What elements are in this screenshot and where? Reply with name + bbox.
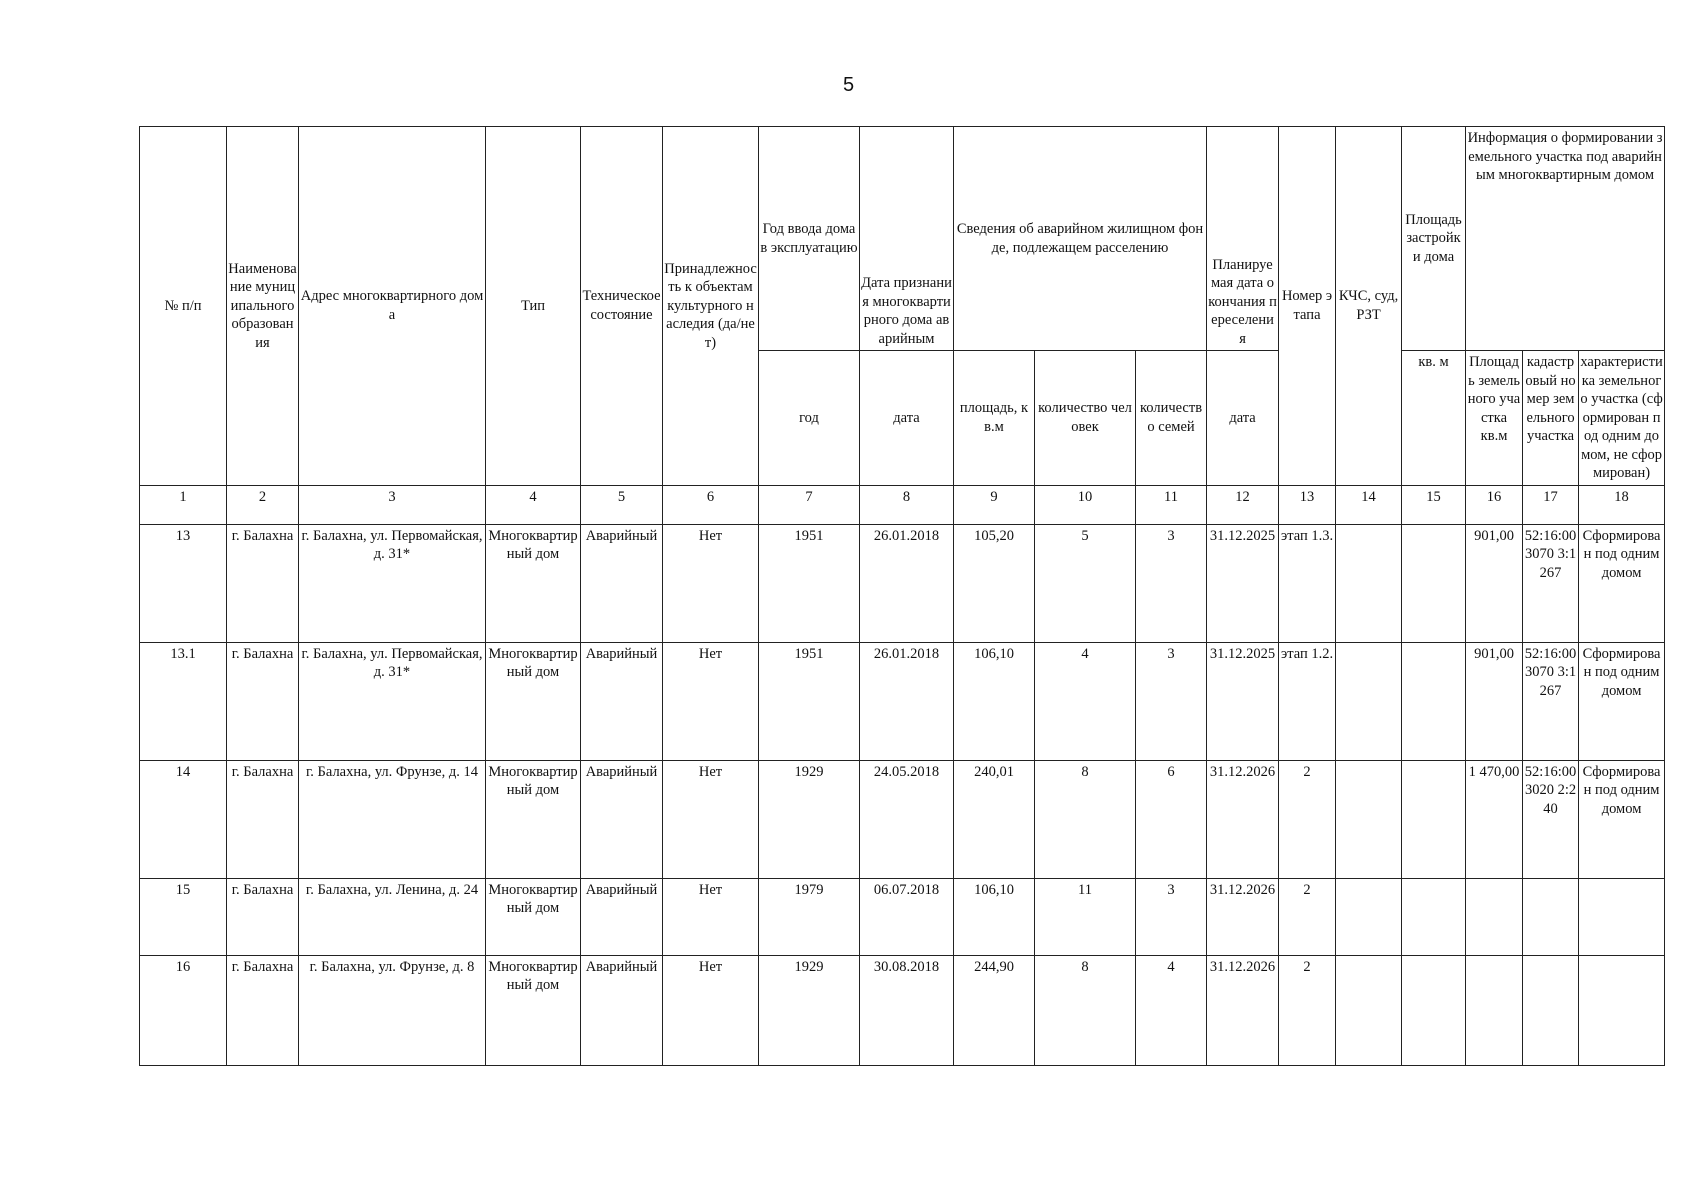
header-municipality: Наименование муниципального образования: [227, 127, 299, 486]
cell-build-area: [1402, 642, 1466, 760]
table-row: [140, 760, 1665, 878]
header-technical-state: Техническое состояние: [581, 127, 663, 486]
column-number: 4: [486, 485, 581, 524]
header-type: Тип: [486, 127, 581, 486]
cell-plan-date: 31.12.2026: [1207, 760, 1279, 878]
cell-people: 4: [1035, 642, 1136, 760]
cell-date: 06.07.2018: [860, 878, 954, 955]
cell-address: г. Балахна, ул. Фрунзе, д. 14: [299, 760, 486, 878]
cell-kchs: [1336, 955, 1402, 1065]
cell-area: 106,10: [954, 878, 1035, 955]
page-number: 5: [842, 74, 855, 96]
cell-build-area: [1402, 955, 1466, 1065]
cell-people: 11: [1035, 878, 1136, 955]
subheader-land-area-unit: кв.м: [1480, 428, 1508, 444]
cell-type: Многоквартирный дом: [486, 955, 581, 1065]
cell-heritage: Нет: [663, 524, 759, 642]
cell-families: 3: [1136, 524, 1207, 642]
cell-number: 14: [140, 760, 227, 878]
cell-cadastral: 52:16:003070 3:1267: [1523, 642, 1579, 760]
column-number: 11: [1136, 485, 1207, 524]
cell-state: Аварийный: [581, 524, 663, 642]
cell-municipality: г. Балахна: [227, 955, 299, 1065]
cell-municipality: г. Балахна: [227, 642, 299, 760]
cell-kchs: [1336, 878, 1402, 955]
column-number: 12: [1207, 485, 1279, 524]
cell-cadastral: 52:16:003070 3:1267: [1523, 524, 1579, 642]
cell-cadastral: [1523, 878, 1579, 955]
header-commission-year: Год ввода дома в эксплуатацию: [759, 127, 860, 351]
subheader-area: площадь, кв.м: [954, 351, 1035, 486]
cell-municipality: г. Балахна: [227, 878, 299, 955]
subheader-year: год: [759, 351, 860, 486]
header-land-info: Информация о формировании земельного участка под аварийным многоквартирным домом: [1466, 127, 1665, 351]
header-stage-number: Номер этапа: [1279, 127, 1336, 486]
subheader-people: количество человек: [1035, 351, 1136, 486]
table-row: [140, 955, 1665, 1065]
cell-families: 3: [1136, 878, 1207, 955]
cell-heritage: Нет: [663, 878, 759, 955]
column-number: 16: [1466, 485, 1523, 524]
cell-date: 24.05.2018: [860, 760, 954, 878]
column-numbers-row: [140, 485, 1665, 524]
cell-stage: этап 1.3.: [1279, 524, 1336, 642]
header-build-area: Площадь застройки дома: [1402, 127, 1466, 351]
cell-heritage: Нет: [663, 955, 759, 1065]
emergency-housing-table: [139, 126, 1665, 1066]
table-body: [140, 524, 1665, 1065]
cell-number: 16: [140, 955, 227, 1065]
cell-date: 26.01.2018: [860, 524, 954, 642]
cell-kchs: [1336, 524, 1402, 642]
column-number: 9: [954, 485, 1035, 524]
cell-year: 1929: [759, 760, 860, 878]
column-number: 8: [860, 485, 954, 524]
subheader-land-area: [1466, 351, 1523, 486]
cell-families: 3: [1136, 642, 1207, 760]
cell-area: 240,01: [954, 760, 1035, 878]
column-number: 13: [1279, 485, 1336, 524]
subheader-build-area-unit: кв. м: [1402, 351, 1466, 486]
table-row: [140, 878, 1665, 955]
cell-land-area: 901,00: [1466, 524, 1523, 642]
column-number: 1: [140, 485, 227, 524]
cell-land-area: 1 470,00: [1466, 760, 1523, 878]
cell-land-characteristic: Сформирован под одним домом: [1579, 760, 1665, 878]
header-address: Адрес многоквартирного дома: [299, 127, 486, 486]
subheader-land-characteristic: характеристика земельного участка (сформирован под одним домом, не сформирован): [1579, 351, 1665, 486]
cell-year: 1951: [759, 642, 860, 760]
cell-area: 105,20: [954, 524, 1035, 642]
cell-kchs: [1336, 760, 1402, 878]
cell-date: 26.01.2018: [860, 642, 954, 760]
cell-land-characteristic: Сформирован под одним домом: [1579, 524, 1665, 642]
cell-land-characteristic: [1579, 878, 1665, 955]
column-number: 2: [227, 485, 299, 524]
cell-kchs: [1336, 642, 1402, 760]
cell-cadastral: 52:16:003020 2:240: [1523, 760, 1579, 878]
cell-municipality: г. Балахна: [227, 524, 299, 642]
cell-date: 30.08.2018: [860, 955, 954, 1065]
subheader-land-area-label: Площадь земельного участка: [1467, 354, 1521, 426]
cell-state: Аварийный: [581, 642, 663, 760]
column-number: 7: [759, 485, 860, 524]
cell-stage: 2: [1279, 878, 1336, 955]
cell-type: Многоквартирный дом: [486, 524, 581, 642]
cell-type: Многоквартирный дом: [486, 642, 581, 760]
cell-heritage: Нет: [663, 760, 759, 878]
column-number: 3: [299, 485, 486, 524]
cell-number: 13: [140, 524, 227, 642]
cell-cadastral: [1523, 955, 1579, 1065]
column-number: 18: [1579, 485, 1665, 524]
column-number: 17: [1523, 485, 1579, 524]
subheader-cadastral: кадастровый номер земельного участка: [1523, 351, 1579, 486]
column-number: 5: [581, 485, 663, 524]
cell-plan-date: 31.12.2025: [1207, 524, 1279, 642]
cell-address: г. Балахна, ул. Фрунзе, д. 8: [299, 955, 486, 1065]
column-number: 10: [1035, 485, 1136, 524]
cell-people: 8: [1035, 760, 1136, 878]
cell-families: 4: [1136, 955, 1207, 1065]
table-row: [140, 524, 1665, 642]
header-number: № п/п: [140, 127, 227, 486]
cell-year: 1929: [759, 955, 860, 1065]
header-emergency-date: Дата признания многоквартирного дома аварийным: [860, 127, 954, 351]
cell-land-area: [1466, 878, 1523, 955]
cell-heritage: Нет: [663, 642, 759, 760]
cell-build-area: [1402, 760, 1466, 878]
cell-area: 244,90: [954, 955, 1035, 1065]
cell-stage: 2: [1279, 955, 1336, 1065]
cell-people: 8: [1035, 955, 1136, 1065]
header-kchs: КЧС, суд, РЗТ: [1336, 127, 1402, 486]
cell-state: Аварийный: [581, 760, 663, 878]
cell-address: г. Балахна, ул. Первомайская, д. 31*: [299, 642, 486, 760]
cell-address: г. Балахна, ул. Ленина, д. 24: [299, 878, 486, 955]
table-row: [140, 642, 1665, 760]
cell-plan-date: 31.12.2025: [1207, 642, 1279, 760]
header-heritage: Принадлежность к объектам культурного наследия (да/нет): [663, 127, 759, 486]
cell-plan-date: 31.12.2026: [1207, 878, 1279, 955]
cell-municipality: г. Балахна: [227, 760, 299, 878]
cell-year: 1951: [759, 524, 860, 642]
cell-land-area: [1466, 955, 1523, 1065]
cell-address: г. Балахна, ул. Первомайская, д. 31*: [299, 524, 486, 642]
cell-stage: этап 1.2.: [1279, 642, 1336, 760]
cell-people: 5: [1035, 524, 1136, 642]
subheader-families: количество семей: [1136, 351, 1207, 486]
header-row: [140, 127, 1665, 351]
cell-year: 1979: [759, 878, 860, 955]
cell-families: 6: [1136, 760, 1207, 878]
cell-build-area: [1402, 524, 1466, 642]
cell-stage: 2: [1279, 760, 1336, 878]
cell-number: 13.1: [140, 642, 227, 760]
cell-build-area: [1402, 878, 1466, 955]
cell-land-characteristic: [1579, 955, 1665, 1065]
cell-type: Многоквартирный дом: [486, 878, 581, 955]
column-number: 15: [1402, 485, 1466, 524]
subheader-plan-date: дата: [1207, 351, 1279, 486]
cell-state: Аварийный: [581, 878, 663, 955]
cell-land-characteristic: Сформирован под одним домом: [1579, 642, 1665, 760]
cell-area: 106,10: [954, 642, 1035, 760]
column-number: 14: [1336, 485, 1402, 524]
cell-land-area: 901,00: [1466, 642, 1523, 760]
header-planned-date: Планируемая дата окончания переселения: [1207, 127, 1279, 351]
cell-state: Аварийный: [581, 955, 663, 1065]
column-number: 6: [663, 485, 759, 524]
cell-number: 15: [140, 878, 227, 955]
subheader-date: дата: [860, 351, 954, 486]
cell-type: Многоквартирный дом: [486, 760, 581, 878]
header-emergency-fund: Сведения об аварийном жилищном фонде, подлежащем расселению: [954, 127, 1207, 351]
cell-plan-date: 31.12.2026: [1207, 955, 1279, 1065]
